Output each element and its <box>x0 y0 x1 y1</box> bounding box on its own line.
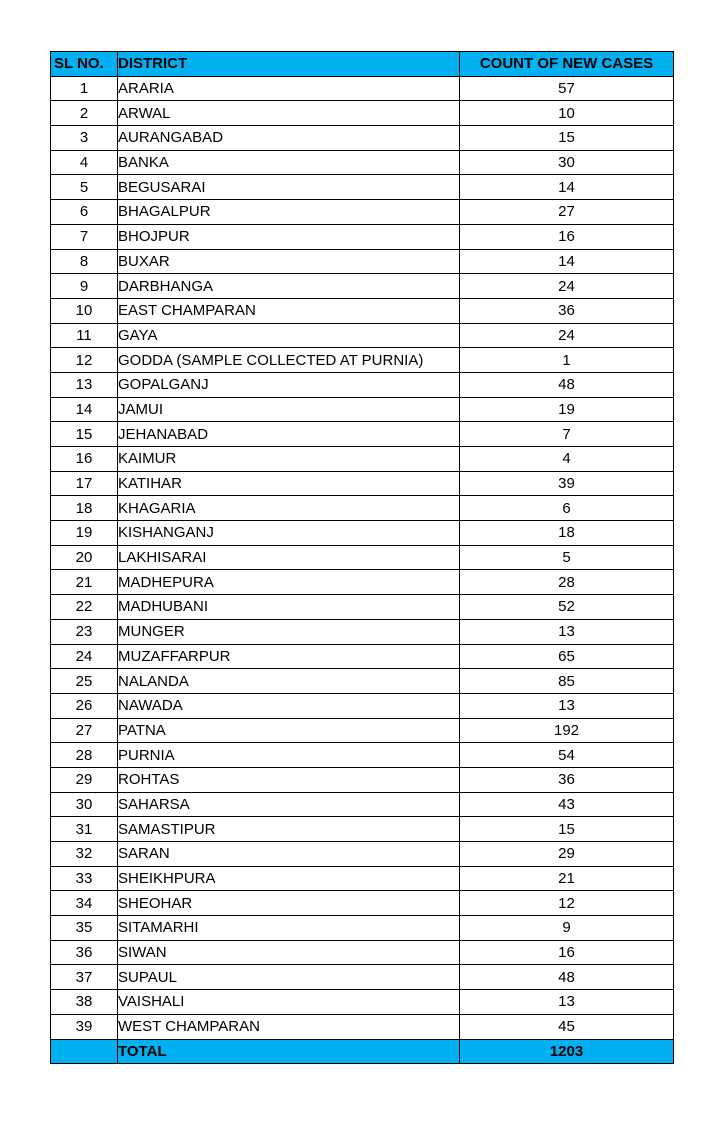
sl-no-cell: 18 <box>51 496 118 521</box>
sl-no-cell: 6 <box>51 200 118 225</box>
district-cell: JEHANABAD <box>118 422 460 447</box>
table-row <box>51 743 674 768</box>
district-cell: SARAN <box>118 842 460 867</box>
district-cell: NAWADA <box>118 693 460 718</box>
sl-no-cell: 38 <box>51 990 118 1015</box>
count-cell: 14 <box>460 175 674 200</box>
district-cell: MADHUBANI <box>118 595 460 620</box>
table-row <box>51 372 674 397</box>
count-cell: 192 <box>460 718 674 743</box>
count-cell: 45 <box>460 1014 674 1039</box>
district-cell: SIWAN <box>118 940 460 965</box>
sl-no-cell: 8 <box>51 249 118 274</box>
count-cell: 85 <box>460 669 674 694</box>
sl-no-cell: 27 <box>51 718 118 743</box>
count-cell: 30 <box>460 150 674 175</box>
sl-no-cell: 34 <box>51 891 118 916</box>
sl-no-cell: 12 <box>51 348 118 373</box>
table-row <box>51 348 674 373</box>
sl-no-cell: 35 <box>51 916 118 941</box>
table-row <box>51 298 674 323</box>
table-row <box>51 397 674 422</box>
table-row <box>51 1014 674 1039</box>
count-cell: 15 <box>460 126 674 151</box>
count-cell: 52 <box>460 595 674 620</box>
sl-no-cell: 25 <box>51 669 118 694</box>
district-cell: VAISHALI <box>118 990 460 1015</box>
district-cell: EAST CHAMPARAN <box>118 298 460 323</box>
count-cell: 1 <box>460 348 674 373</box>
table-row <box>51 471 674 496</box>
count-cell: 13 <box>460 990 674 1015</box>
district-cell: PURNIA <box>118 743 460 768</box>
district-cell: KATIHAR <box>118 471 460 496</box>
sl-no-cell: 32 <box>51 842 118 867</box>
header-district: DISTRICT <box>118 52 460 77</box>
district-cell: AURANGABAD <box>118 126 460 151</box>
district-cell: SAMASTIPUR <box>118 817 460 842</box>
header-count: COUNT OF NEW CASES <box>460 52 674 77</box>
table-row <box>51 940 674 965</box>
count-cell: 9 <box>460 916 674 941</box>
district-cell: SUPAUL <box>118 965 460 990</box>
table-body <box>51 52 674 1064</box>
table-row <box>51 619 674 644</box>
table-row <box>51 101 674 126</box>
count-cell: 19 <box>460 397 674 422</box>
header-row <box>51 52 674 77</box>
count-cell: 65 <box>460 644 674 669</box>
district-cell: LAKHISARAI <box>118 545 460 570</box>
count-cell: 16 <box>460 940 674 965</box>
sl-no-cell: 13 <box>51 372 118 397</box>
count-cell: 54 <box>460 743 674 768</box>
sl-no-cell: 9 <box>51 274 118 299</box>
table-row <box>51 200 674 225</box>
district-cell: SAHARSA <box>118 792 460 817</box>
sl-no-cell: 4 <box>51 150 118 175</box>
sl-no-cell: 23 <box>51 619 118 644</box>
count-cell: 12 <box>460 891 674 916</box>
count-cell: 5 <box>460 545 674 570</box>
sl-no-cell: 2 <box>51 101 118 126</box>
table-row <box>51 842 674 867</box>
sl-no-cell: 22 <box>51 595 118 620</box>
table-row <box>51 990 674 1015</box>
count-cell: 16 <box>460 224 674 249</box>
count-cell: 48 <box>460 372 674 397</box>
table-row <box>51 669 674 694</box>
count-cell: 36 <box>460 298 674 323</box>
table-row <box>51 916 674 941</box>
district-cell: BEGUSARAI <box>118 175 460 200</box>
sl-no-cell: 26 <box>51 693 118 718</box>
sl-no-cell: 30 <box>51 792 118 817</box>
sl-no-cell: 15 <box>51 422 118 447</box>
sl-no-cell: 33 <box>51 866 118 891</box>
sl-no-cell: 5 <box>51 175 118 200</box>
table-row <box>51 965 674 990</box>
district-cell: BUXAR <box>118 249 460 274</box>
table-row <box>51 224 674 249</box>
sl-no-cell: 16 <box>51 447 118 472</box>
count-cell: 29 <box>460 842 674 867</box>
table-row <box>51 521 674 546</box>
table-row <box>51 274 674 299</box>
count-cell: 28 <box>460 570 674 595</box>
table-row <box>51 496 674 521</box>
district-cell: NALANDA <box>118 669 460 694</box>
total-row <box>51 1039 674 1064</box>
table-row <box>51 545 674 570</box>
district-cell: ARWAL <box>118 101 460 126</box>
new-cases-table <box>50 51 674 1064</box>
table-row <box>51 693 674 718</box>
district-cell: KAIMUR <box>118 447 460 472</box>
table-row <box>51 767 674 792</box>
district-cell: PATNA <box>118 718 460 743</box>
count-cell: 21 <box>460 866 674 891</box>
sl-no-cell: 37 <box>51 965 118 990</box>
table-row <box>51 866 674 891</box>
district-cell: SHEOHAR <box>118 891 460 916</box>
sl-no-cell: 1 <box>51 76 118 101</box>
table-row <box>51 817 674 842</box>
count-cell: 24 <box>460 323 674 348</box>
table-row <box>51 718 674 743</box>
table-row <box>51 422 674 447</box>
district-cell: ARARIA <box>118 76 460 101</box>
count-cell: 13 <box>460 619 674 644</box>
table-row <box>51 175 674 200</box>
table-row <box>51 150 674 175</box>
sl-no-cell: 39 <box>51 1014 118 1039</box>
total-sl-cell <box>51 1039 118 1064</box>
count-cell: 4 <box>460 447 674 472</box>
sl-no-cell: 19 <box>51 521 118 546</box>
count-cell: 36 <box>460 767 674 792</box>
header-sl-no: SL NO. <box>51 52 118 77</box>
district-cell: GODDA (SAMPLE COLLECTED AT PURNIA) <box>118 348 460 373</box>
table-row <box>51 447 674 472</box>
district-cell: BHOJPUR <box>118 224 460 249</box>
count-cell: 27 <box>460 200 674 225</box>
table-row <box>51 792 674 817</box>
sl-no-cell: 31 <box>51 817 118 842</box>
count-cell: 14 <box>460 249 674 274</box>
district-cell: JAMUI <box>118 397 460 422</box>
district-cell: GAYA <box>118 323 460 348</box>
sl-no-cell: 11 <box>51 323 118 348</box>
count-cell: 57 <box>460 76 674 101</box>
sl-no-cell: 29 <box>51 767 118 792</box>
district-cell: SHEIKHPURA <box>118 866 460 891</box>
sl-no-cell: 36 <box>51 940 118 965</box>
district-cell: SITAMARHI <box>118 916 460 941</box>
total-label: TOTAL <box>118 1039 460 1064</box>
table-row <box>51 644 674 669</box>
sl-no-cell: 21 <box>51 570 118 595</box>
count-cell: 7 <box>460 422 674 447</box>
district-cell: KHAGARIA <box>118 496 460 521</box>
sl-no-cell: 17 <box>51 471 118 496</box>
count-cell: 15 <box>460 817 674 842</box>
district-cell: BANKA <box>118 150 460 175</box>
table-row <box>51 570 674 595</box>
sl-no-cell: 14 <box>51 397 118 422</box>
count-cell: 48 <box>460 965 674 990</box>
district-cell: BHAGALPUR <box>118 200 460 225</box>
table-row <box>51 126 674 151</box>
district-cell: KISHANGANJ <box>118 521 460 546</box>
count-cell: 18 <box>460 521 674 546</box>
table-row <box>51 76 674 101</box>
count-cell: 39 <box>460 471 674 496</box>
district-cell: ROHTAS <box>118 767 460 792</box>
district-cell: MADHEPURA <box>118 570 460 595</box>
district-cell: WEST CHAMPARAN <box>118 1014 460 1039</box>
table-row <box>51 891 674 916</box>
table-row <box>51 249 674 274</box>
count-cell: 13 <box>460 693 674 718</box>
district-cell: GOPALGANJ <box>118 372 460 397</box>
sl-no-cell: 3 <box>51 126 118 151</box>
count-cell: 10 <box>460 101 674 126</box>
table-row <box>51 595 674 620</box>
table-row <box>51 323 674 348</box>
sl-no-cell: 24 <box>51 644 118 669</box>
total-count: 1203 <box>460 1039 674 1064</box>
sl-no-cell: 7 <box>51 224 118 249</box>
district-cell: MUZAFFARPUR <box>118 644 460 669</box>
district-cell: MUNGER <box>118 619 460 644</box>
count-cell: 6 <box>460 496 674 521</box>
count-cell: 43 <box>460 792 674 817</box>
district-cell: DARBHANGA <box>118 274 460 299</box>
sl-no-cell: 20 <box>51 545 118 570</box>
sl-no-cell: 28 <box>51 743 118 768</box>
count-cell: 24 <box>460 274 674 299</box>
sl-no-cell: 10 <box>51 298 118 323</box>
